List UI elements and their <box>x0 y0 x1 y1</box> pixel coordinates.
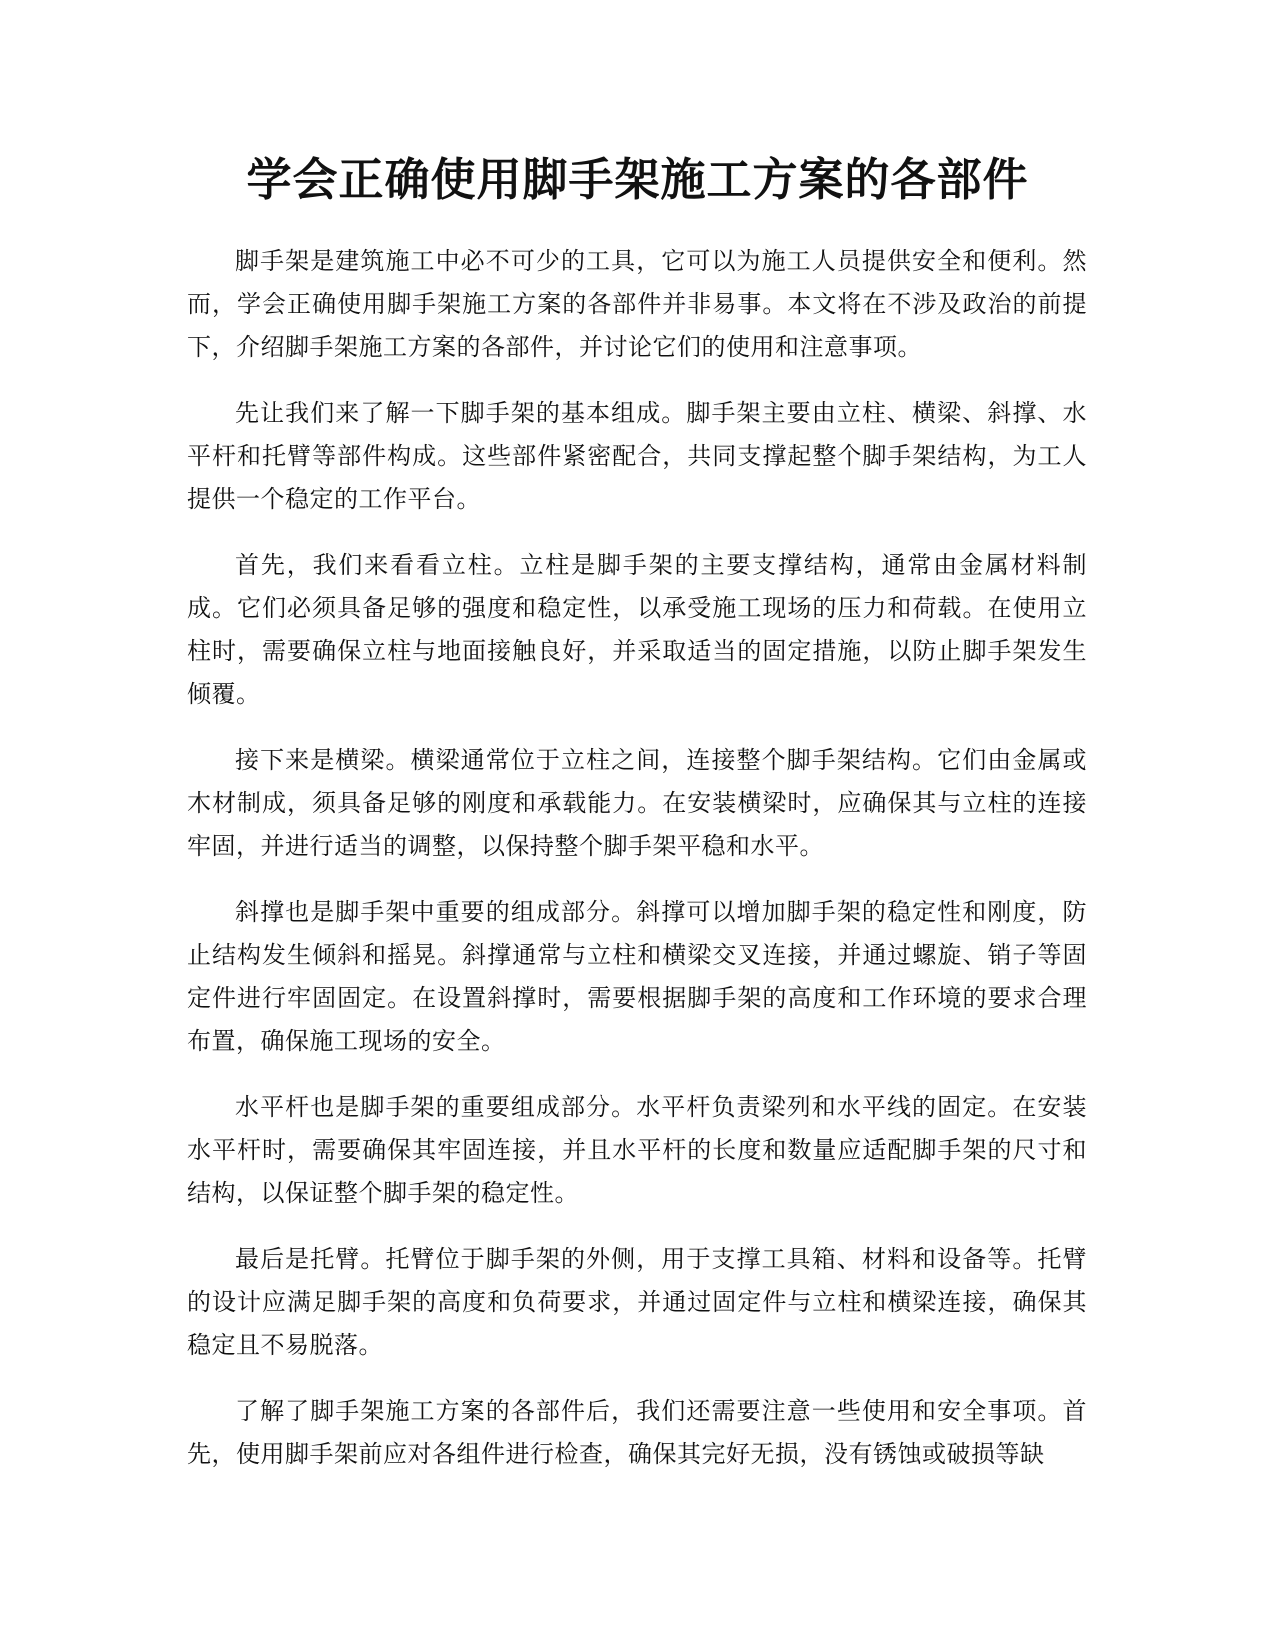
document-body <box>187 240 1087 1499</box>
paragraph: 最后是托臂。托臂位于脚手架的外侧，用于支撑工具箱、材料和设备等。托臂的设计应满足脚手架的高度和负荷要求，并通过固定件与立柱和横梁连接，确保其稳定且不易脱落。 <box>187 1245 1087 1359</box>
paragraph: 水平杆也是脚手架的重要组成部分。水平杆负责梁列和水平线的固定。在安装水平杆时，需要确保其牢固连接，并且水平杆的长度和数量应适配脚手架的尺寸和结构，以保证整个脚手架的稳定性。 <box>187 1093 1087 1207</box>
paragraph: 脚手架是建筑施工中必不可少的工具，它可以为施工人员提供安全和便利。然而，学会正确使用脚手架施工方案的各部件并非易事。本文将在不涉及政治的前提下，介绍脚手架施工方案的各部件，并讨论它们的使用和注意事项。 <box>187 247 1087 361</box>
paragraph: 了解了脚手架施工方案的各部件后，我们还需要注意一些使用和安全事项。首先，使用脚手架前应对各组件进行检查，确保其完好无损，没有锈蚀或破损等缺 <box>187 1397 1087 1468</box>
paragraph: 接下来是横梁。横梁通常位于立柱之间，连接整个脚手架结构。它们由金属或木材制成，须具备足够的刚度和承载能力。在安装横梁时，应确保其与立柱的连接牢固，并进行适当的调整，以保持整个脚手架平稳和水平。 <box>187 746 1087 860</box>
paragraph: 斜撑也是脚手架中重要的组成部分。斜撑可以增加脚手架的稳定性和刚度，防止结构发生倾斜和摇晃。斜撑通常与立柱和横梁交叉连接，并通过螺旋、销子等固定件进行牢固固定。在设置斜撑时，需要根据脚手架的高度和工作环境的要求合理布置，确保施工现场的安全。 <box>187 898 1087 1055</box>
paragraph: 首先，我们来看看立柱。立柱是脚手架的主要支撑结构，通常由金属材料制成。它们必须具备足够的强度和稳定性，以承受施工现场的压力和荷载。在使用立柱时，需要确保立柱与地面接触良好，并采取适当的固定措施，以防止脚手架发生倾覆。 <box>187 551 1087 708</box>
document-title: 学会正确使用脚手架施工方案的各部件 <box>246 153 1029 206</box>
paragraph: 先让我们来了解一下脚手架的基本组成。脚手架主要由立柱、横梁、斜撑、水平杆和托臂等部件构成。这些部件紧密配合，共同支撑起整个脚手架结构，为工人提供一个稳定的工作平台。 <box>187 399 1087 513</box>
